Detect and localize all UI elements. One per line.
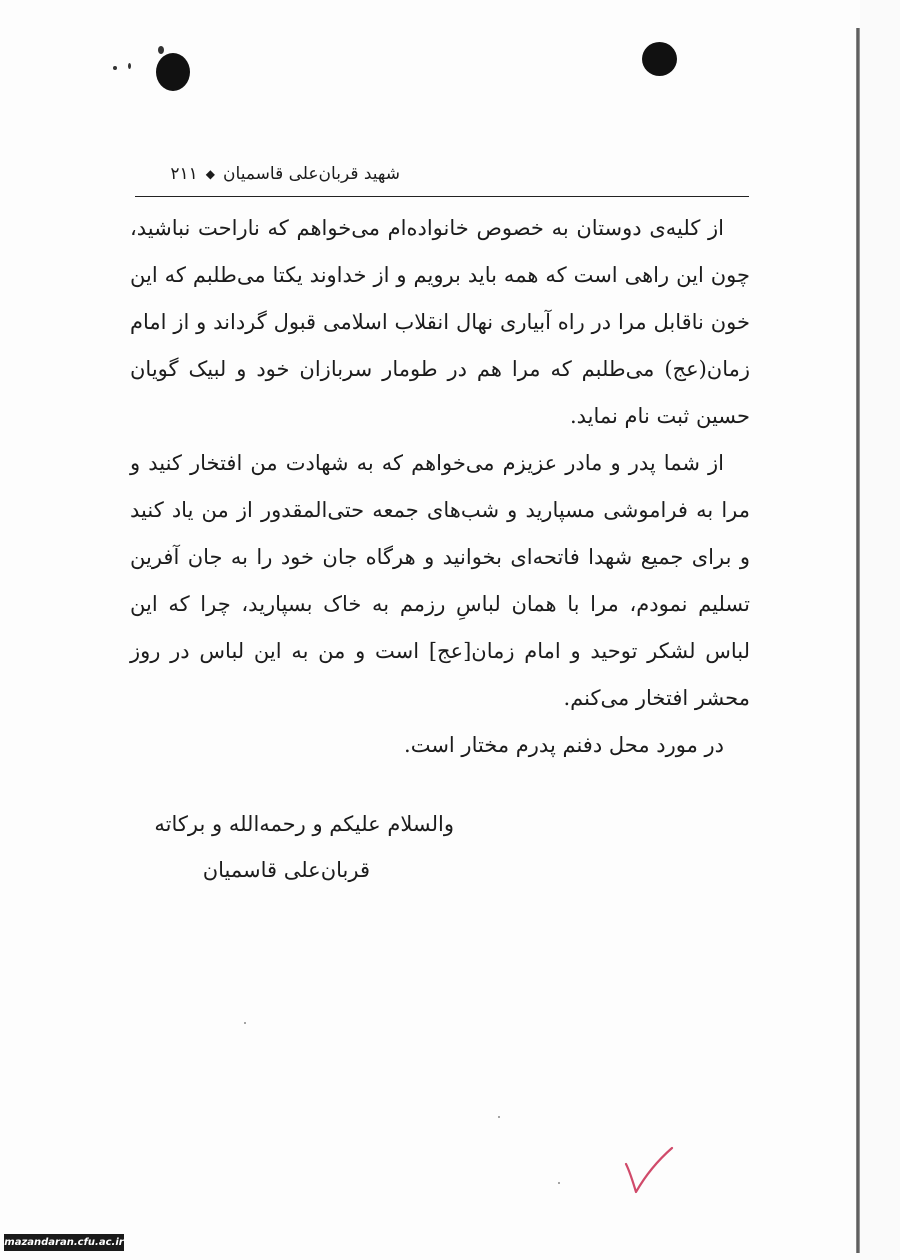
site-watermark: mazandaran.cfu.ac.ir [4, 1234, 124, 1251]
closing-salutation: والسلام علیکم و رحمه‌الله و برکاته [154, 812, 454, 836]
page-binding-edge [856, 28, 860, 1253]
running-header [140, 160, 400, 188]
signature-name: قربان‌علی قاسمیان [202, 858, 370, 882]
header-separator: ◆ [205, 167, 216, 181]
paper-speck [558, 1182, 560, 1184]
punch-hole-left [156, 53, 190, 91]
ink-speck [158, 46, 164, 54]
paper-speck [498, 1116, 500, 1118]
header-title: شهید قربان‌علی قاسمیان [223, 164, 400, 184]
paper-speck [244, 1022, 246, 1024]
paragraph: از شما پدر و مادر عزیزم می‌خواهم که به شهادت من افتخار کنید و مرا به فراموشی مسپارید و شب‌های جمعه حتی‌المقدور از من یاد کنید و برای جمیع شهدا فاتحه‌ای بخوانید و هرگاه جان خود را به جان آفرین تسلیم نمودم، مرا با همان لباسِ رزمم به خاک بسپارید، چرا که این لباس لشکر توحید و امام زمان[عج] است و من به این لباس در روز محشر افتخار می‌کنم. [130, 451, 750, 710]
page-number: ۲۱۱ [170, 164, 198, 184]
ink-speck [113, 66, 117, 70]
header-rule [135, 196, 749, 197]
letter-body [130, 205, 750, 769]
paragraph: در مورد محل دفنم پدرم مختار است. [404, 733, 724, 757]
punch-hole-right [642, 42, 677, 76]
ink-speck [128, 63, 131, 69]
page-right-margin [860, 0, 900, 1260]
check-mark-icon [620, 1142, 676, 1198]
paragraph: از کلیه‌ی دوستان به خصوص خانواده‌ام می‌خواهم که ناراحت نباشید، چون این راهی است که همه باید برویم و از خداوند یکتا می‌طلبم که این خون ناقابل مرا در راه آبیاری نهال انقلاب اسلامی قبول گرداند و از امام زمان(عج) می‌طلبم که مرا هم در طومار سربازان خود و لبیک گویان حسین ثبت نام نماید. [130, 216, 750, 428]
